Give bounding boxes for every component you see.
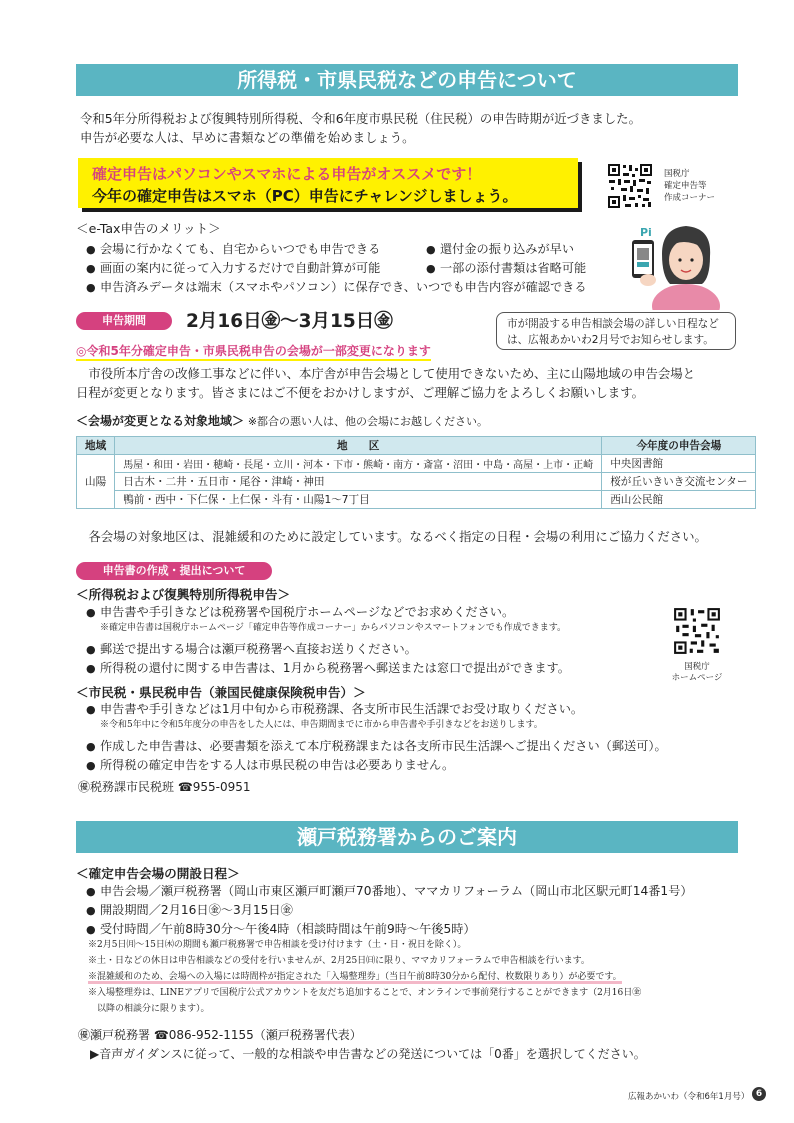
- tax-division-contact: ㊝税務課市民税班 ☎955-0951: [78, 780, 251, 794]
- section-title-tax-filing: 所得税・市県民税などの申告について: [76, 64, 738, 96]
- tax-office-note-highlighted: ※混雑緩和のため、会場への入場には時間枠が指定された「入場整理券」（当日午前8時30分から配付、枚数限りあり）が必要です。: [88, 972, 622, 982]
- highlight-box: [78, 158, 578, 208]
- resident-item: ● 申告書や手引きなどは1月中旬から市税務課、各支所市民生活課でお受け取りください。: [86, 700, 583, 719]
- tax-office-heading: ＜確定申告会場の開設日程＞: [76, 866, 240, 881]
- tax-office-note: ※入場整理券は、LINEアプリで国税庁公式アカウントを友だち追加することで、オンラインで事前発行することができます（2月16日㊎: [88, 988, 642, 998]
- tax-office-item: ● 申告会場／瀬戸税務署（岡山市東区瀬戸町瀬戸70番地）、ママカリフォーラム（岡山市北区駅元町14番1号）: [86, 882, 693, 901]
- note-box-line: 市が開設する申告相談会場の詳しい日程など: [507, 318, 719, 330]
- note-box-line: は、広報あかいわ2月号でお知らせします。: [507, 334, 714, 346]
- income-tax-heading: ＜所得税および復興特別所得税申告＞: [76, 587, 291, 602]
- table-heading: [76, 412, 488, 429]
- woman-with-phone-illustration: [622, 214, 734, 310]
- venue-area-table: [76, 436, 756, 509]
- qr-code-nta-corner[interactable]: [606, 162, 654, 210]
- resident-item: ● 作成した申告書は、必要書類を添えて本庁税務課または各支所市民生活課へご提出ください（郵送可）。: [86, 737, 667, 756]
- table-cell-area: 鴨前・西中・下仁保・上仁保・斗有・山陽1～7丁目: [115, 491, 602, 509]
- resident-tax-heading: ＜市民税・県民税申告（兼国民健康保険税申告）＞: [76, 685, 366, 700]
- qr-nta-label: [664, 168, 715, 204]
- table-heading-title: ＜会場が変更となる対象地域＞: [76, 414, 245, 428]
- table-header-row: [77, 437, 756, 455]
- merit-item: ● 還付金の振り込みが早い: [426, 240, 574, 259]
- section-title-tax-office: 瀬戸税務署からのご案内: [76, 821, 738, 853]
- income-item: ● 所得税の還付に関する申告書は、1月から税務署へ郵送または窓口で提出ができます。: [86, 659, 570, 678]
- table-cell-venue: 桜が丘いきいき交流センター: [602, 473, 756, 491]
- income-item: ● 申告書や手引きなどは税務署や国税庁ホームページなどでお求めください。: [86, 603, 514, 622]
- qr-nta-label-line: 国税庁: [664, 169, 690, 179]
- tax-office-contact: ㊝瀬戸税務署 ☎086-952-1155（瀬戸税務署代表）: [78, 1028, 362, 1042]
- highlight-line-2: 今年の確定申告はスマホ（PC）申告にチャレンジしましょう。: [92, 187, 518, 205]
- merit-item: ● 画面の案内に従って入力するだけで自動計算が可能: [86, 259, 380, 278]
- etax-heading: ＜e-Tax申告のメリット＞: [76, 221, 221, 236]
- tax-office-note: 以降の相談分に限ります）。: [88, 1004, 210, 1014]
- table-header-cell: 今年度の申告会場: [602, 437, 756, 455]
- merit-item: ● 会場に行かなくても、自宅からいつでも申告できる: [86, 240, 380, 259]
- tax-office-note: ※2月5日㈪～15日㈭の期間も瀬戸税務署で申告相談を受け付けます（土・日・祝日を除く）。: [88, 940, 467, 950]
- merit-item: ● 一部の添付書類は省略可能: [426, 259, 586, 278]
- footer-publication: 広報あかいわ（令和6年1月号）: [628, 1092, 750, 1102]
- docs-pill: 申告書の作成・提出について: [76, 562, 272, 580]
- tax-office-note: ※土・日などの休日は申告相談などの受付を行いませんが、2月25日㈰に限り、ママカリフォーラムで申告相談を行います。: [88, 956, 590, 966]
- resident-note: ※令和5年中に令和5年度分の申告をした人には、申告期間までに市から申告書や手引きなどをお送りします。: [100, 720, 543, 730]
- table-row: [77, 455, 756, 473]
- resident-item: ● 所得税の確定申告をする人は市県民税の申告は必要ありません。: [86, 756, 454, 775]
- tax-office-item: ● 開設期間／2月16日㊎～3月15日㊎: [86, 901, 293, 920]
- table-cell-venue: 中央図書館: [602, 455, 756, 473]
- venue-change-text: 市役所本庁舎の改修工事などに伴い、本庁舎が申告会場として使用できないため、主に山陽地域の申告会場と: [76, 366, 696, 381]
- qr-nta-label-line: 作成コーナー: [664, 193, 716, 203]
- qr-home-label-line: 国税庁: [684, 662, 710, 672]
- intro-line-1: 令和5年分所得税および復興特別所得税、令和6年度市県民税（住民税）の申告時期が近づきました。: [80, 111, 641, 126]
- tax-office-item: ● 受付時間／午前8時30分～午後4時（相談時間は午前9時～午後5時）: [86, 920, 476, 939]
- table-heading-note: ※都合の悪い人は、他の会場にお越しください。: [247, 415, 489, 428]
- period-pill: 申告期間: [76, 312, 172, 330]
- table-header-cell: 地 区: [115, 437, 602, 455]
- table-cell-area: 日古木・二井・五日市・尾谷・津崎・神田: [115, 473, 602, 491]
- venue-change-heading: ◎令和5年分確定申告・市県民税申告の会場が一部変更になります: [76, 342, 431, 361]
- highlight-line-1: 確定申告はパソコンやスマホによる申告がオススメです！: [92, 165, 482, 183]
- phone-label: Pi: [640, 226, 652, 239]
- period-value: 2月16日㊎～3月15日㊎: [186, 311, 393, 332]
- table-header-cell: 地域: [77, 437, 115, 455]
- merit-item: ● 申告済みデータは端末（スマホやパソコン）に保存でき、いつでも申告内容が確認できる: [86, 278, 587, 297]
- income-note: ※確定申告書は国税庁ホームページ「確定申告等作成コーナー」からパソコンやスマートフォンでも作成できます。: [100, 623, 567, 633]
- qr-home-label-line: ホームページ: [671, 673, 723, 683]
- venue-change-text: 日程が変更となります。皆さまにはご不便をおかけしますが、ご理解ご協力をよろしくお願いします。: [76, 385, 644, 400]
- table-cell-region: 山陽: [77, 455, 115, 509]
- qr-home-label: [664, 662, 730, 684]
- income-item: ● 郵送で提出する場合は瀬戸税務署へ直接お送りください。: [86, 640, 417, 659]
- table-row: [77, 491, 756, 509]
- table-cell-venue: 西山公民館: [602, 491, 756, 509]
- page-number: 6: [752, 1087, 766, 1101]
- qr-code-nta-home[interactable]: [672, 606, 722, 656]
- voice-guidance-note: ▶音声ガイダンスに従って、一般的な相談や申告書などの発送については「0番」を選択してください。: [90, 1047, 646, 1061]
- table-cell-area: 馬屋・和田・岩田・穂崎・長尾・立川・河本・下市・熊崎・南方・斎富・沼田・中島・高屋・上市・正崎: [115, 455, 602, 473]
- table-note: 各会場の対象地区は、混雑緩和のために設定しています。なるべく指定の日程・会場の利用にご協力ください。: [76, 529, 707, 544]
- qr-nta-label-line: 確定申告等: [664, 181, 707, 191]
- intro-line-2: 申告が必要な人は、早めに書類などの準備を始めましょう。: [80, 130, 415, 145]
- table-row: [77, 473, 756, 491]
- note-box: [496, 312, 736, 350]
